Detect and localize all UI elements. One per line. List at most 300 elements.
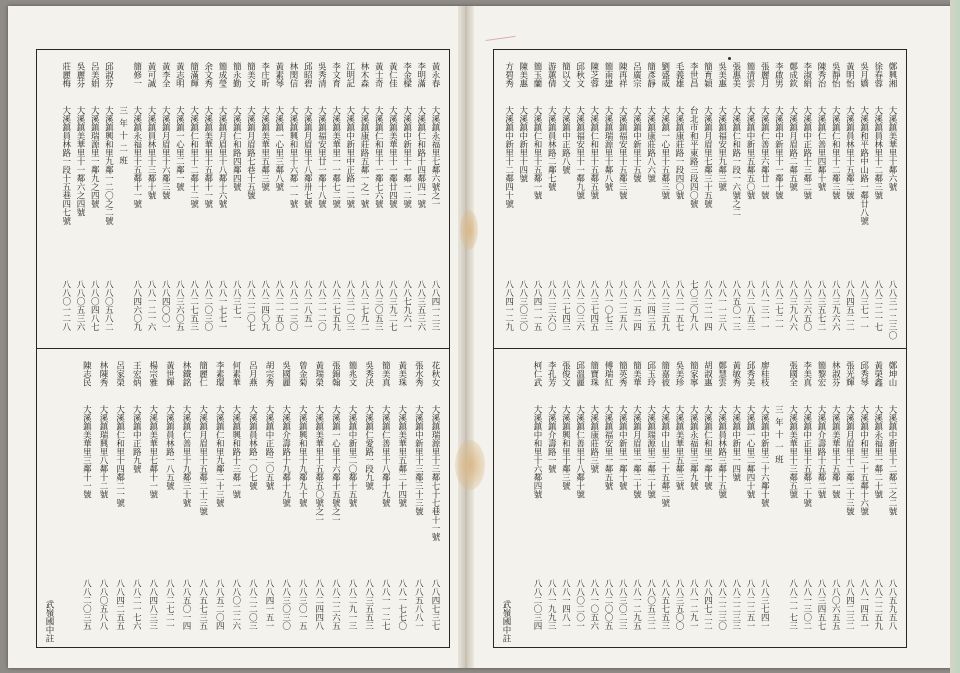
student-name: 陳秀治: [816, 62, 826, 88]
student-entry: [396, 353, 408, 643]
student-phone: 八八三六五〇: [801, 280, 812, 331]
student-address: 大溪鎮永福里三鄰九號: [688, 405, 699, 490]
student-entry: [263, 353, 275, 643]
student-phone: 八八二〇三〇: [202, 280, 213, 331]
student-entry: [815, 353, 827, 643]
student-phone: 八八二一五〇: [273, 280, 284, 331]
student-phone: 八八三六〇五: [174, 280, 185, 331]
student-phone: 八八三七一一: [858, 280, 869, 331]
student-phone: 八八二二五九: [872, 579, 883, 630]
student-name: 張麗月: [759, 62, 770, 88]
student-phone: 八八〇五八二: [103, 280, 114, 331]
student-address: 大溪鎮一心里二鄰四十號: [745, 405, 755, 499]
student-address: 大溪鎮福安里十五鄰三號: [617, 106, 628, 200]
student-phone: 八八二二〇三: [247, 579, 258, 630]
student-entry: [296, 353, 308, 643]
student-name: 簡黎宏: [816, 361, 826, 387]
student-address: 大溪鎮仁善里十八鄰十號: [574, 405, 585, 499]
student-address: 大溪鎮興和里十九鄰九十號: [297, 405, 308, 507]
student-entry: [574, 54, 586, 344]
student-address: 大溪鎮月眉里一鄰二十號: [631, 405, 642, 499]
student-name: 邱玉玲: [645, 361, 656, 387]
student-entry: [574, 353, 586, 643]
student-name: 傅瑞紅: [603, 361, 613, 387]
student-name: 黃李全: [160, 62, 171, 88]
student-phone: 八八五二〇四: [214, 579, 225, 630]
student-name: 呂廣宗: [631, 62, 642, 88]
student-phone: 八八五七三五: [197, 579, 208, 630]
student-entry: [843, 54, 855, 344]
student-address: 大溪鎮瑞源里十鄰八號: [603, 106, 613, 191]
student-phone: 八八二一三〇: [288, 280, 298, 331]
student-phone: 八八二七九二: [359, 280, 369, 331]
student-phone: 八八一二九五: [631, 579, 642, 630]
student-phone: 八八四五二二: [844, 280, 855, 331]
student-phone: 八八四一五一: [264, 579, 274, 630]
student-address: 大溪鎮中山里二十五鄰二號: [659, 405, 670, 507]
student-address: 大溪鎮瑞源里二鄰二十號: [645, 405, 656, 499]
class-name: 三年十一班: [773, 405, 784, 468]
student-address: 大溪鎮中新里一四號: [730, 405, 741, 482]
student-address: 大溪鎮中正路九號: [131, 405, 142, 473]
student-name: 何素華: [230, 361, 241, 387]
student-name: 黃瑞榮: [313, 361, 324, 387]
student-phone: 八八二〇〇五: [603, 579, 613, 630]
student-entry: [531, 54, 543, 344]
water-stain: [460, 210, 478, 250]
student-address: 大溪鎮美華里五鄰三號: [259, 106, 270, 191]
student-entry: [246, 353, 258, 643]
student-name: 張錦翰: [330, 361, 341, 387]
student-address: 大溪鎮興和路十三鄰一號: [230, 405, 241, 499]
student-name: 張惠美: [730, 62, 741, 88]
student-phone: 八八二七四三: [560, 280, 571, 331]
student-name: 李文育: [330, 62, 341, 88]
student-name: 簡英秀: [617, 361, 628, 387]
student-entry: [701, 54, 713, 344]
student-phone: 八八二二三三: [730, 579, 741, 630]
student-entry: [188, 54, 200, 344]
student-name: 邱秀美: [745, 361, 755, 387]
student-phone: 八八三九二七: [387, 280, 398, 331]
student-phone: 八八一二九一: [688, 579, 699, 630]
student-address: 大溪鎮中新里五鄰五〇號: [745, 106, 755, 200]
student-phone: 八八一〇七三: [603, 280, 613, 331]
student-address: 大溪鎮永福里十五鄰十一號: [131, 106, 142, 208]
student-name: 簡麗仁: [197, 361, 208, 387]
student-address: 大溪鎮永福里七鄰六號之一: [430, 106, 440, 208]
student-name: 鄭坤山: [887, 361, 897, 387]
student-address: 大溪鎮瑞源里一鄰九之四號: [89, 106, 100, 208]
student-address: 大溪鎮仁和里九鄰二十三號: [214, 405, 225, 507]
student-name: 吳國麗: [280, 361, 291, 387]
student-address: 大溪鎮仁和路十四鄰四一號: [415, 106, 426, 208]
student-name: 鄭成欽: [787, 62, 798, 88]
student-address: 大溪鎮員林路三鄰十五號: [716, 405, 727, 499]
student-name: 黃素琴: [273, 62, 284, 88]
student-name: 簡家寧: [688, 361, 699, 387]
book-gutter: [458, 6, 474, 668]
student-phone: 八八四一一五: [532, 280, 542, 331]
student-address: 大溪鎮中新里十二鄰二之二號: [887, 405, 897, 516]
student-phone: 八八一四五一: [858, 579, 869, 630]
student-phone: 八八〇五三六: [75, 280, 85, 331]
student-phone: 八八四一二九: [503, 280, 514, 331]
student-address: 大溪鎮康莊路八六號: [645, 106, 656, 183]
student-address: 大溪鎮中新里二十六鄰十號: [759, 405, 770, 507]
student-name: 楊宗雅: [147, 361, 158, 387]
student-name: 劉盛威: [659, 62, 670, 88]
student-entry: [687, 54, 699, 344]
student-address: 大溪鎮康莊路五鄰一之一號: [359, 106, 369, 208]
student-phone: 八八一七七〇: [396, 579, 407, 630]
student-address: 大溪鎮介壽路十五鄰二號: [816, 405, 826, 499]
student-phone: 八八五〇一三: [730, 280, 741, 331]
student-address: 大溪鎮月眉路二鄰五號: [787, 106, 798, 191]
student-phone: 八八二二一四: [702, 280, 713, 331]
student-entry: [197, 353, 209, 643]
student-address: 大溪鎮一心里十五鄰三號: [659, 106, 670, 200]
student-address: 大溪鎮員林里十二鄰三號: [872, 106, 883, 200]
student-entry: [287, 54, 299, 344]
student-entry: [886, 353, 898, 643]
student-address: 大溪鎮瑞源里十三鄰七十七巷十一號: [430, 405, 440, 541]
student-name: 徐春蓉: [872, 62, 883, 88]
student-entry: [259, 54, 271, 344]
student-entry: [730, 353, 742, 643]
student-entry: [213, 353, 225, 643]
student-entry: [147, 353, 159, 643]
student-phone: 八八一三一一: [759, 280, 770, 331]
student-entry: [74, 54, 86, 344]
student-entry: [329, 353, 341, 643]
student-phone: 八八五〇一四: [181, 579, 191, 630]
student-phone: 八八二八五一: [302, 280, 313, 331]
student-name: 邱淑芬: [103, 62, 114, 88]
student-phone: 八八二三五九: [659, 280, 670, 331]
student-name: 花秋女: [430, 361, 440, 387]
student-entry: [673, 353, 685, 643]
student-entry: [673, 54, 685, 344]
student-address: 大溪鎮美華里一一鄰七二號: [330, 106, 341, 208]
student-phone: 八八〇二〇一: [574, 579, 585, 630]
student-address: 大溪鎮仁善里四鄰十號: [816, 106, 826, 191]
left-top-section: [37, 50, 449, 348]
student-address: 大溪鎮仁和里十五鄰一號: [532, 106, 542, 200]
student-entry: [758, 353, 770, 643]
student-name: 簡以文: [560, 62, 571, 88]
student-name: 鄭慧雲: [716, 361, 727, 387]
student-entry: [716, 353, 728, 643]
student-phone: 八八三一〇三: [344, 280, 355, 331]
student-entry: [273, 54, 285, 344]
student-name: 簡修一: [131, 62, 142, 88]
right-directory-page: [493, 49, 907, 648]
student-address: 大溪鎮仁愛路一段九號: [363, 405, 374, 490]
student-entry: [758, 54, 770, 344]
student-entry: [503, 54, 515, 344]
student-address: 大溪鎮美華里十一鄰廿四號: [387, 106, 398, 208]
student-phone: 八八三〇五三: [373, 280, 384, 331]
student-entry: [588, 54, 600, 344]
student-entry: [545, 54, 557, 344]
student-name: 江明記: [344, 62, 355, 88]
student-name: 柯仁武: [532, 361, 542, 387]
student-address: 大溪鎮月眉路七巷十五號: [245, 106, 256, 200]
student-phone: 八八一三〇二: [801, 579, 812, 630]
student-address: 大溪鎮月眉里十二鄰二十三號: [844, 405, 855, 516]
student-name: 黃明怡: [844, 62, 855, 88]
student-entry: [230, 54, 242, 344]
book-edge: [950, 0, 960, 673]
student-entry: [330, 54, 342, 344]
student-address: 大溪鎮瑞興里八鄰十二號: [98, 405, 108, 499]
student-name: 陳志民: [81, 361, 92, 387]
student-name: 黃美珠: [396, 361, 407, 387]
class-section-label: [772, 353, 784, 643]
student-name: 呂美娟: [89, 62, 100, 88]
student-name: 陳芝蓉: [588, 62, 599, 88]
student-entry: [616, 353, 628, 643]
student-phone: 八八二七二一: [164, 579, 175, 630]
student-phone: 八八五八八一: [413, 579, 424, 630]
student-address: 大溪鎮員林里十三鄰十號: [146, 106, 156, 200]
student-address: 大溪鎮員林路一八五號: [164, 405, 175, 490]
student-entry: [346, 353, 358, 643]
student-name: 陳美惠: [517, 62, 528, 88]
student-entry: [315, 54, 327, 344]
student-name: 簡滿輝: [188, 62, 199, 88]
student-phone: 八八二四〇九: [259, 280, 270, 331]
student-address: 大溪鎮中正里十五鄰二十號: [801, 405, 812, 507]
student-name: 吳美惠: [716, 62, 727, 88]
student-name: 林木森: [359, 62, 369, 88]
student-address: 大溪鎮康莊路三號: [588, 405, 599, 473]
student-entry: [159, 54, 171, 344]
student-name: 林淑芬: [830, 361, 841, 387]
student-entry: [659, 353, 671, 643]
student-address: 大溪鎮中新里十三鄰三十三號: [413, 405, 424, 516]
student-name: 黃榮鑫: [872, 361, 883, 387]
student-name: 李孔芳: [546, 361, 557, 387]
student-entry: [401, 54, 413, 344]
student-phone: 七〇三〇九八: [688, 280, 699, 331]
page-footer: 武嶺國中註: [44, 599, 54, 642]
student-phone: 八八一〇五六: [588, 579, 599, 630]
student-phone: 八八三五五三: [363, 579, 374, 630]
student-phone: 八八二七五三: [188, 280, 199, 331]
student-address: 大溪鎮美華里十一鄰六之四號: [75, 106, 85, 217]
student-entry: [412, 353, 424, 643]
student-name: 李淑絹: [801, 62, 812, 88]
right-bottom-section: [494, 348, 906, 647]
student-address: 大溪鎮仁和里一鄰十號: [702, 405, 713, 490]
student-address: 大溪鎮月眉里十五鄰二十三號: [197, 405, 208, 516]
student-phone: 八八二一七六: [131, 579, 142, 630]
student-entry: [379, 353, 391, 643]
student-name: 黃可誠: [146, 62, 156, 88]
student-phone: 八八二三六〇: [546, 280, 557, 331]
student-name: 李世昌: [688, 62, 699, 88]
student-entry: [843, 353, 855, 643]
student-phone: 八八三五三六: [415, 280, 426, 331]
student-phone: 八八二〇三四: [532, 579, 542, 630]
student-name: 黃士奇: [373, 62, 384, 88]
student-entry: [787, 54, 799, 344]
student-name: 余文秀: [202, 62, 213, 88]
student-name: 邱溫麗: [574, 361, 585, 387]
student-name: 簡嘉彼: [659, 361, 670, 387]
student-entry: [163, 353, 175, 643]
student-name: 邱秀琴: [858, 361, 869, 387]
student-address: 大溪鎮月眉里十六鄰三號: [160, 106, 171, 200]
student-address: 大溪鎮興和里十鄰三號: [560, 405, 571, 490]
student-entry: [97, 353, 109, 643]
student-entry: [114, 353, 126, 643]
student-phone: 八八一七七一: [217, 280, 227, 331]
student-name: 毛義雄: [674, 62, 684, 88]
student-entry: [645, 353, 657, 643]
student-entry: [80, 353, 92, 643]
student-address: 大溪鎮中正路十三鄰二號: [801, 106, 812, 200]
student-address: 大溪鎮美華里十鄰六號: [887, 106, 897, 191]
student-address: 大溪鎮中新里二〇鄰十五號: [347, 405, 357, 507]
student-name: 吳麗芬: [75, 62, 85, 88]
student-name: 吳秀決: [363, 361, 374, 387]
student-name: 吳秀清: [316, 62, 327, 88]
student-entry: [772, 54, 784, 344]
student-phone: 八八〇五三二: [645, 579, 656, 630]
student-phone: 八八三〇三〇: [517, 280, 528, 331]
student-name: 簡成瑩: [217, 62, 227, 88]
student-address: 大溪鎮中新里十五號: [631, 106, 642, 183]
student-name: 胡宗秀: [264, 361, 274, 387]
student-phone: 八八三七四五: [588, 280, 599, 331]
student-name: 簡永勤: [231, 62, 242, 88]
student-entry: [829, 353, 841, 643]
student-name: 李美真: [801, 361, 812, 387]
student-entry: [545, 353, 557, 643]
student-entry: [730, 54, 742, 344]
student-entry: [386, 54, 398, 344]
student-entry: [216, 54, 228, 344]
student-entry: [716, 54, 728, 344]
student-phone: 八八三〇三〇: [280, 579, 291, 630]
student-name: 張國全: [787, 361, 798, 387]
student-entry: [313, 353, 325, 643]
student-entry: [173, 54, 185, 344]
right-top-section: [494, 50, 906, 348]
student-name: 李明滿: [415, 62, 426, 88]
student-name: 莊麗梅: [60, 62, 71, 88]
student-phone: 八八二二一七: [872, 280, 883, 331]
student-address: 大溪鎮員林里十五鄰二號: [844, 106, 855, 200]
student-phone: 八八二二五一: [745, 579, 755, 630]
student-address: 大溪鎮介壽路十九鄰十九號: [280, 405, 291, 507]
student-address: 大溪鎮中正路八號: [560, 106, 571, 174]
student-name: 吳靜怡: [830, 62, 841, 88]
student-address: 大溪鎮仁和里十二鄰三號: [830, 106, 841, 200]
student-phone: 八八四七三七: [430, 579, 440, 630]
student-name: 張俊文: [560, 361, 571, 387]
student-entry: [602, 353, 614, 643]
student-phone: 八八四六〇九: [131, 280, 142, 331]
student-name: 胡淑惠: [702, 361, 713, 387]
student-phone: 八八〇二二六: [230, 579, 241, 630]
student-name: 簡美文: [245, 62, 256, 88]
student-entry: [588, 353, 600, 643]
student-address: 大溪鎮美華里七鄰十一號: [147, 405, 158, 499]
student-address: 大溪鎮月眉里十八鄰卅七號: [302, 106, 313, 208]
left-bottom-section: [37, 348, 449, 647]
water-stain: [455, 440, 485, 490]
page-footer: 武嶺國中註: [501, 599, 511, 642]
student-name: 鄭興湘: [887, 62, 897, 88]
student-entry: [886, 54, 898, 344]
student-phone: 八八二二〇七: [245, 280, 256, 331]
student-name: 林鐵銘: [181, 361, 191, 387]
student-address: 大溪鎮福安里廿一鄰十八號: [316, 106, 327, 208]
student-phone: 八八〇五八八: [98, 579, 108, 630]
student-address: 大溪鎮仁善里十九鄰三十號: [181, 405, 191, 507]
student-name: 曾金菊: [297, 361, 308, 387]
student-phone: 八八二四四八: [313, 579, 324, 630]
student-entry: [872, 353, 884, 643]
student-phone: 八八四二五五: [114, 579, 125, 630]
student-entry: [202, 54, 214, 344]
student-name: 林閔信: [288, 62, 298, 88]
student-entry: [687, 353, 699, 643]
student-entry: [872, 54, 884, 344]
student-name: 簡玉蘭: [532, 62, 542, 88]
student-phone: 八八四八三三: [147, 579, 158, 630]
student-entry: [559, 353, 571, 643]
student-address: 大溪鎮月眉里七鄰三十五號: [702, 106, 713, 208]
student-phone: 八八二四三五: [645, 280, 656, 331]
student-address: 大溪鎮一心里十六鄰十五號之一: [330, 405, 341, 524]
student-address: 大溪鎮美華里五鄰二十四號: [396, 405, 407, 507]
student-entry: [659, 54, 671, 344]
student-phone: 八八二〇三六: [574, 280, 585, 331]
student-address: 大溪鎮美華里十五鄰十一號: [202, 106, 213, 208]
student-phone: 八八二七五九: [330, 280, 341, 331]
student-phone: 八八三五〇〇: [674, 579, 684, 630]
student-name: 黃志明: [174, 62, 185, 88]
student-phone: 八八二七二一: [773, 280, 784, 331]
student-entry: [344, 54, 356, 344]
student-address: 大溪鎮仁和路四鄰四號: [231, 106, 242, 191]
student-address: 大溪鎮中新里一鄰十號: [617, 405, 628, 490]
student-phone: 八八四二三二: [844, 579, 855, 630]
student-name: 林陳秀: [98, 361, 108, 387]
student-phone: 八八七九六一: [401, 280, 412, 331]
student-name: 黃敏秀: [730, 361, 741, 387]
student-address: 大溪鎮美華里十三鄰五號: [787, 405, 798, 499]
student-name: 王宏炳: [131, 361, 142, 387]
student-address: 大溪鎮美華里五鄰三號: [674, 405, 684, 490]
student-address: 大溪鎮一心里三鄰八號: [273, 106, 284, 191]
student-entry: [145, 54, 157, 344]
student-name: 吳美珍: [674, 361, 684, 387]
student-name: 邱秋文: [574, 62, 585, 88]
student-entry: [517, 54, 529, 344]
student-entry: [180, 353, 192, 643]
student-entry: [130, 353, 142, 643]
student-phone: 八八五七五三: [659, 579, 670, 630]
student-address: 大溪鎮員林路一段十五巷四七號: [60, 106, 71, 225]
student-phone: 八八三五七二: [816, 280, 826, 331]
student-name: 吳月嬌: [858, 62, 869, 88]
